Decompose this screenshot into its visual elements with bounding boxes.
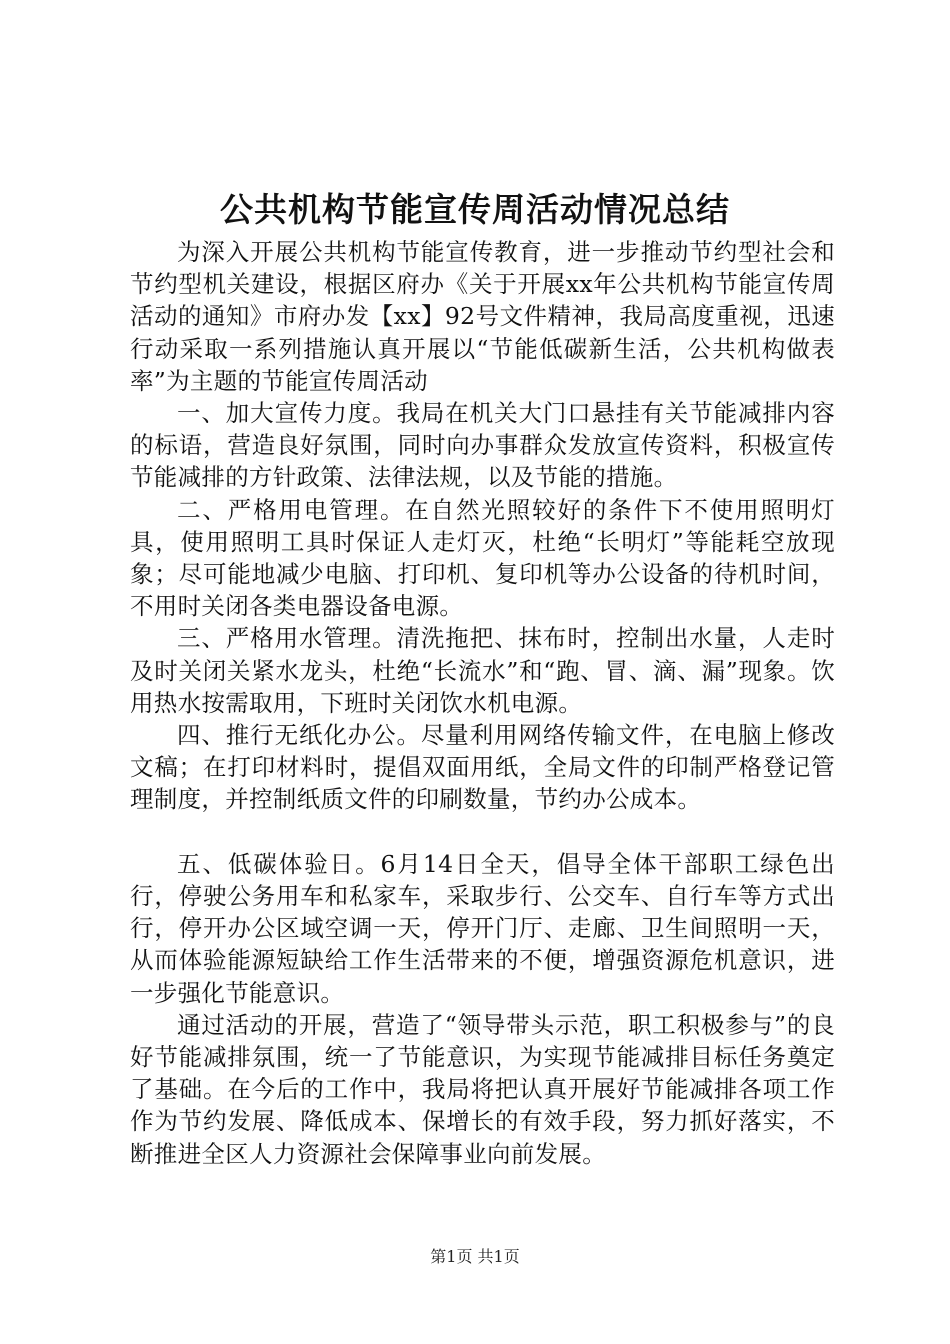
paragraph-publicity: 一、加大宣传力度。我局在机关大门口悬挂有关节能减排内容的标语，营造良好氛围，同时向办事群众发放宣传资料，积极宣传节能减排的方针政策、法律法规，以及节能的措施。 (130, 399, 835, 492)
page-footer: 第1页 共1页 (430, 1247, 520, 1266)
paragraph-intro: 为深入开展公共机构节能宣传教育，进一步推动节约型社会和节约型机关建设，根据区府办《关于开展xx年公共机构节能宣传周活动的通知》市府办发【xx】92号文件精神，我局高度重视，迅速行动采取一系列措施认真开展以“节能低碳新生活，公共机构做表率”为主题的节能宣传周活动 (130, 238, 835, 395)
paragraph-water: 三、严格用水管理。清洗拖把、抹布时，控制出水量，人走时及时关闭关紧水龙头，杜绝“长流水”和“跑、冒、滴、漏”现象。饮用热水按需取用，下班时关闭饮水机电源。 (130, 624, 835, 717)
paragraph-paperless: 四、推行无纸化办公。尽量利用网络传输文件，在电脑上修改文稿；在打印材料时，提倡双面用纸，全局文件的印制严格登记管理制度，并控制纸质文件的印刷数量，节约办公成本。 (130, 721, 835, 814)
paragraph-conclusion: 通过活动的开展，营造了“领导带头示范，职工积极参与”的良好节能减排氛围，统一了节能意识，为实现节能减排目标任务奠定了基础。在今后的工作中，我局将把认真开展好节能减排各项工作作为节约发展、降低成本、保增长的有效手段，努力抓好落实，不断推进全区人力资源社会保障事业向前发展。 (130, 1010, 835, 1168)
paragraph-low-carbon-day: 五、低碳体验日。6月14日全天，倡导全体干部职工绿色出行，停驶公务用车和私家车，采取步行、公交车、自行车等方式出行，停开办公区域空调一天，停开门厅、走廊、卫生间照明一天，从而体验能源短缺给工作生活带来的不便，增强资源危机意识，进一步强化节能意识。 (130, 849, 835, 1007)
paragraph-electricity: 二、严格用电管理。在自然光照较好的条件下不使用照明灯具，使用照明工具时保证人走灯灭，杜绝“长明灯”等能耗空放现象；尽可能地减少电脑、打印机、复印机等办公设备的待机时间，不用时关闭各类电器设备电源。 (130, 495, 835, 621)
document-title: 公共机构节能宣传周活动情况总结 (220, 190, 730, 229)
document-body (130, 236, 835, 1170)
